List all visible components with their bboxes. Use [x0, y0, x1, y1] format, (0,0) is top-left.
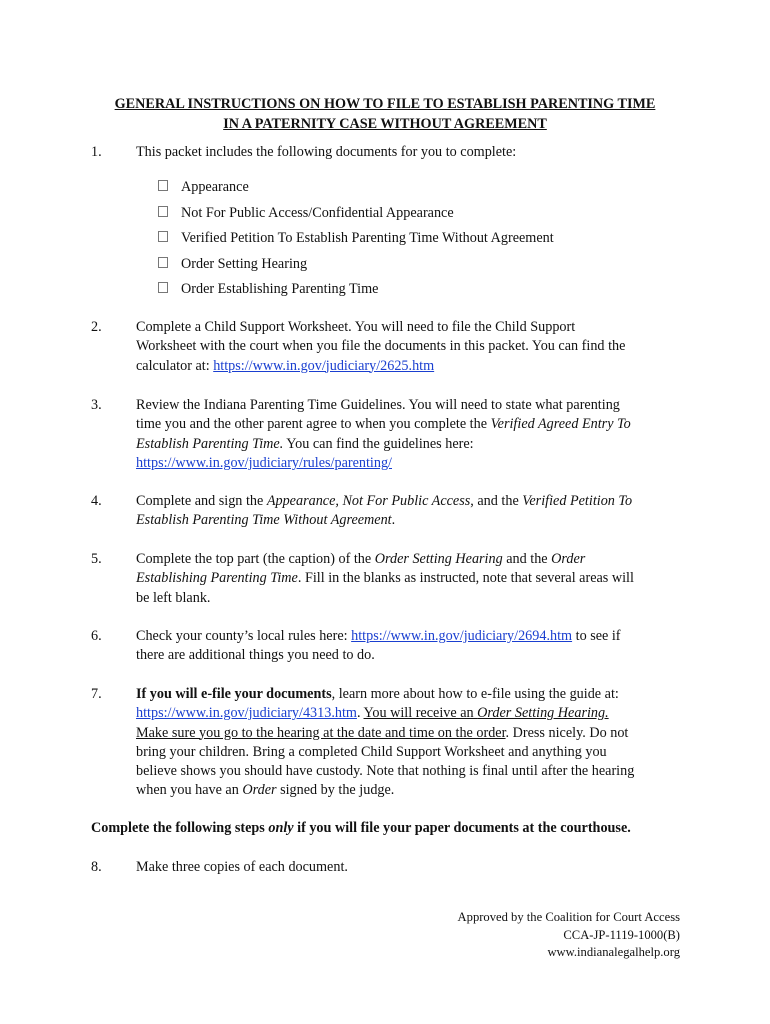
item-5-italic: Order Setting Hearing	[374, 551, 503, 567]
item-5-line	[136, 569, 686, 588]
footer-form-code: CCA-JP-1119-1000(B)	[563, 927, 680, 942]
item-number: 1.	[91, 144, 102, 160]
item-5-text: and the	[502, 551, 552, 567]
item-4-italic: Appearance, Not For Public Access	[266, 493, 471, 509]
checkbox[interactable]	[158, 231, 168, 242]
item-3-text: time you and the other parent agree to when you complete the	[136, 416, 491, 433]
paper-filing-heading	[91, 820, 631, 837]
document-checklist	[158, 178, 658, 306]
checkbox[interactable]	[158, 180, 168, 191]
title-line-1: GENERAL INSTRUCTIONS ON HOW TO FILE TO ESTABLISH PARENTING TIME	[114, 96, 656, 112]
item-2-text: calculator at:	[136, 357, 214, 374]
item-7-line: bring your children. Bring a completed Child Support Worksheet and anything you	[136, 743, 607, 760]
item-number: 5.	[91, 551, 102, 567]
item-2-line: Complete a Child Support Worksheet. You will need to file the Child Support	[136, 319, 576, 335]
item-4-italic: Establish Parenting Time Without Agreement	[136, 512, 392, 529]
item-3-line	[136, 415, 686, 434]
checklist-item[interactable]	[158, 204, 658, 230]
item-5-line	[136, 550, 686, 569]
item-3-line	[136, 435, 686, 454]
child-support-calculator-link[interactable]: https://www.in.gov/judiciary/2625.htm	[213, 357, 435, 374]
item-3-line: Review the Indiana Parenting Time Guidelines. You will need to state what parenting	[136, 397, 620, 413]
checklist-item[interactable]	[158, 280, 658, 306]
item-5-text: Complete the top part (the caption) of the	[136, 551, 375, 567]
item-3-text: You can find the guidelines here:	[283, 435, 474, 452]
heading-text: if you will file your paper documents at the courthouse.	[293, 820, 631, 836]
item-5-italic: Order	[551, 551, 586, 567]
checklist-label: Verified Petition To Establish Parenting Time Without Agreement	[181, 230, 554, 247]
checkbox[interactable]	[158, 257, 168, 268]
item-7-italic: Order	[242, 782, 277, 799]
e-file-guide-link[interactable]: https://www.in.gov/judiciary/4313.htm	[136, 705, 357, 722]
page-title	[0, 95, 770, 134]
item-7-line	[136, 704, 686, 723]
item-3-italic: Verified Agreed Entry To	[490, 416, 631, 433]
item-7-text: . Dress nicely. Do not	[505, 724, 629, 741]
item-7-text: .	[356, 705, 364, 722]
item-4-line	[136, 492, 686, 511]
item-number: 4.	[91, 493, 102, 509]
item-6-text: to see if	[572, 628, 621, 644]
item-number: 3.	[91, 397, 102, 413]
item-number: 8.	[91, 859, 102, 875]
item-7-text: when you have an	[136, 782, 243, 799]
item-7-line	[136, 781, 686, 800]
checklist-label: Not For Public Access/Confidential Appearance	[181, 204, 454, 221]
item-4-text: .	[391, 512, 396, 529]
item-6-text: Check your county’s local rules here:	[136, 628, 352, 644]
item-4-line	[136, 511, 686, 530]
item-7-text: You will receive an	[363, 705, 478, 722]
item-7-underlined: Make sure you go to the hearing at the date and time on the order	[136, 724, 506, 741]
checklist-item[interactable]	[158, 229, 658, 255]
item-number: 2.	[91, 319, 102, 335]
item-7-line: believe shows you should have custody. Note that nothing is final until after the hearing	[136, 763, 635, 780]
approval-footer	[458, 909, 680, 962]
heading-text: Complete the following steps	[91, 820, 269, 836]
local-rules-link[interactable]: https://www.in.gov/judiciary/2694.htm	[351, 628, 573, 644]
item-1-text: This packet includes the following documents for you to complete:	[136, 144, 517, 160]
item-number: 6.	[91, 628, 102, 644]
item-4-text: , and the	[470, 493, 523, 509]
checklist-label: Order Establishing Parenting Time	[181, 281, 379, 298]
item-7-text: signed by the judge.	[276, 782, 395, 799]
item-2-line	[136, 357, 686, 376]
item-8-text: Make three copies of each document.	[136, 859, 348, 875]
parenting-guidelines-link[interactable]: https://www.in.gov/judiciary/rules/parenting/	[136, 454, 392, 471]
item-7-underlined	[364, 705, 609, 721]
item-7-line	[136, 724, 686, 743]
item-4-text: Complete and sign the	[136, 493, 267, 509]
checklist-label: Appearance	[181, 179, 249, 195]
checklist-item[interactable]	[158, 178, 658, 204]
item-5-line: be left blank.	[136, 589, 211, 606]
item-2-line: Worksheet with the court when you file the documents in this packet. You can find the	[136, 338, 626, 355]
item-3-line	[136, 454, 686, 473]
item-6-line	[136, 627, 686, 646]
checkbox[interactable]	[158, 282, 168, 293]
heading-italic: only	[268, 820, 294, 836]
item-7-italic: Order Setting Hearing.	[477, 705, 609, 722]
title-line-2: IN A PATERNITY CASE WITHOUT AGREEMENT	[223, 115, 547, 132]
footer-website: www.indianalegalhelp.org	[547, 945, 680, 959]
item-5-italic: Establishing Parenting Time	[136, 570, 298, 587]
checklist-label: Order Setting Hearing	[181, 255, 308, 272]
item-5-text: . Fill in the blanks as instructed, note that several areas will	[297, 570, 634, 587]
checklist-item[interactable]	[158, 255, 658, 281]
item-number: 7.	[91, 686, 102, 702]
checkbox[interactable]	[158, 206, 168, 217]
item-3-italic: Establish Parenting Time.	[136, 435, 284, 452]
item-4-italic: Verified Petition To	[522, 493, 633, 509]
item-7-line	[136, 685, 686, 704]
footer-approval: Approved by the Coalition for Court Access	[457, 910, 680, 924]
item-6-line: there are additional things you need to do.	[136, 647, 375, 664]
item-7-bold: If you will e-file your documents	[136, 686, 332, 702]
item-7-text: , learn more about how to e-file using the guide at:	[331, 686, 619, 702]
